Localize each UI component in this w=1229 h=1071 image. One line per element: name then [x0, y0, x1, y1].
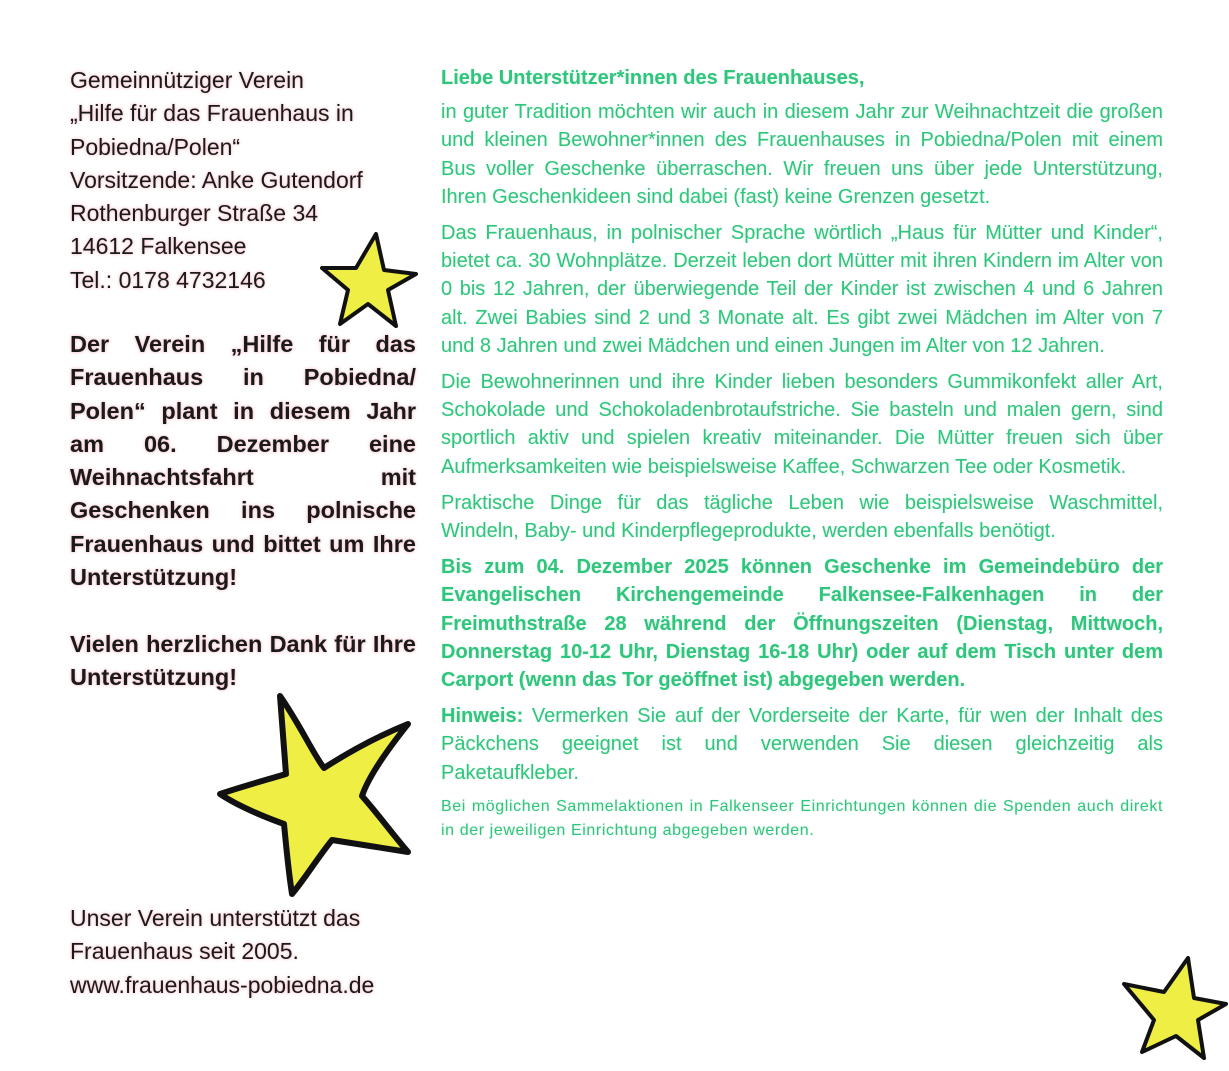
- letter: [441, 64, 1163, 851]
- letter-paragraph: in guter Tradition möchten wir auch in diesem Jahr zur Weihnachtzeit die großen und kleinen Bewohner*innen des Frauenhauses in Pobiedna/Polen mit einem Bus voller Geschenke überraschen. Wir freuen uns über jede Unterstützung, Ihren Geschenkideen sind dabei (fast) keine Grenzen gesetzt.: [441, 101, 1163, 208]
- address-line: Pobiedna/Polen“: [70, 133, 241, 160]
- footer-line: Frauenhaus seit 2005.: [70, 938, 299, 965]
- star-icon-small: [312, 228, 422, 333]
- thanks-text: Vielen herzlichen Dank für Ihre Unterstützung!: [70, 631, 416, 691]
- letter-greeting: Liebe Unterstützer*innen des Frauenhauses,: [441, 67, 865, 89]
- footer: [70, 902, 416, 1002]
- letter-paragraph: Das Frauenhaus, in polnischer Sprache wörtlich „Haus für Mütter und Kinder“, bietet ca. 30 Wohnplätze. Derzeit leben dort Mütter mit ihren Kindern im Alter von 0 bis 12 Jahren, der überwiegende Teil der Kinder ist zwischen 4 und 6 Jahren alt. Zwei Babies sind 2 und 3 Monate alt. Es gibt zwei Mädchen im Alter von 7 und 8 Jahren und zwei Mädchen und einen Jungen im Alter von 12 Jahren.: [441, 222, 1163, 357]
- address-line: Rothenburger Straße 34: [70, 200, 319, 227]
- hint-label: Hinweis:: [441, 705, 524, 728]
- address-line: Vorsitzende: Anke Gutendorf: [70, 166, 363, 193]
- website-link[interactable]: www.frauenhaus-pobiedna.de: [70, 971, 375, 998]
- collection-note: Bei möglichen Sammelaktionen in Falkenseer Einrichtungen können die Spenden auch direkt in der jeweiligen Einrichtung abgegeben werden.: [441, 797, 1163, 839]
- star-icon-large: [212, 688, 422, 900]
- address-line: Gemeinnütziger Verein: [70, 67, 304, 93]
- address-line: „Hilfe für das Frauenhaus in: [70, 100, 354, 127]
- footer-line: Unser Verein unterstützt das: [70, 905, 361, 931]
- address-line: 14612 Falkensee: [70, 233, 247, 260]
- hint-paragraph: [441, 702, 1163, 787]
- letter-paragraph: Praktische Dinge für das tägliche Leben wie beispielsweise Waschmittel, Windeln, Baby- und Kinderpflegeprodukte, werden ebenfalls benötigt.: [441, 491, 1163, 543]
- hint-text: Vermerken Sie auf der Vorderseite der Karte, für wen der Inhalt des Päckchens geeignet ist und verwenden Sie diesen gleichzeitig als Paketaufkleber.: [441, 705, 1163, 784]
- address-line: Tel.: 0178 4732146: [70, 266, 266, 293]
- letter-paragraph: Die Bewohnerinnen und ihre Kinder lieben besonders Gummikonfekt aller Art, Schokolade und Schokoladenbrotaufstriche. Sie basteln und malen gern, sind sportlich aktiv und spielen kreativ miteinander. Die Mütter freuen sich über Aufmerksamkeiten wie beispielsweise Kaffee, Schwarzen Tee oder Kosmetik.: [441, 371, 1163, 478]
- appeal-text: Der Verein „Hilfe für das Frauenhaus in Pobiedna/ Polen“ plant in diesem Jahr am 06. Dezember eine Weihnachtsfahrt mit Geschenken ins polnische Frauenhaus und bittet um Ihre Unterstützung!: [70, 331, 416, 591]
- dropoff-paragraph: Bis zum 04. Dezember 2025 können Geschenke im Gemeindebüro der Evangelischen Kirchengemeinde Falkensee-Falkenhagen in der Freimuthstraße 28 während der Öffnungszeiten (Dienstag, Mittwoch, Donnerstag 10-12 Uhr, Dienstag 16-18 Uhr) oder auf dem Tisch unter dem Carport (wenn das Tor geöffnet ist) abgegeben werden.: [441, 556, 1163, 692]
- star-icon-corner: [1118, 952, 1229, 1065]
